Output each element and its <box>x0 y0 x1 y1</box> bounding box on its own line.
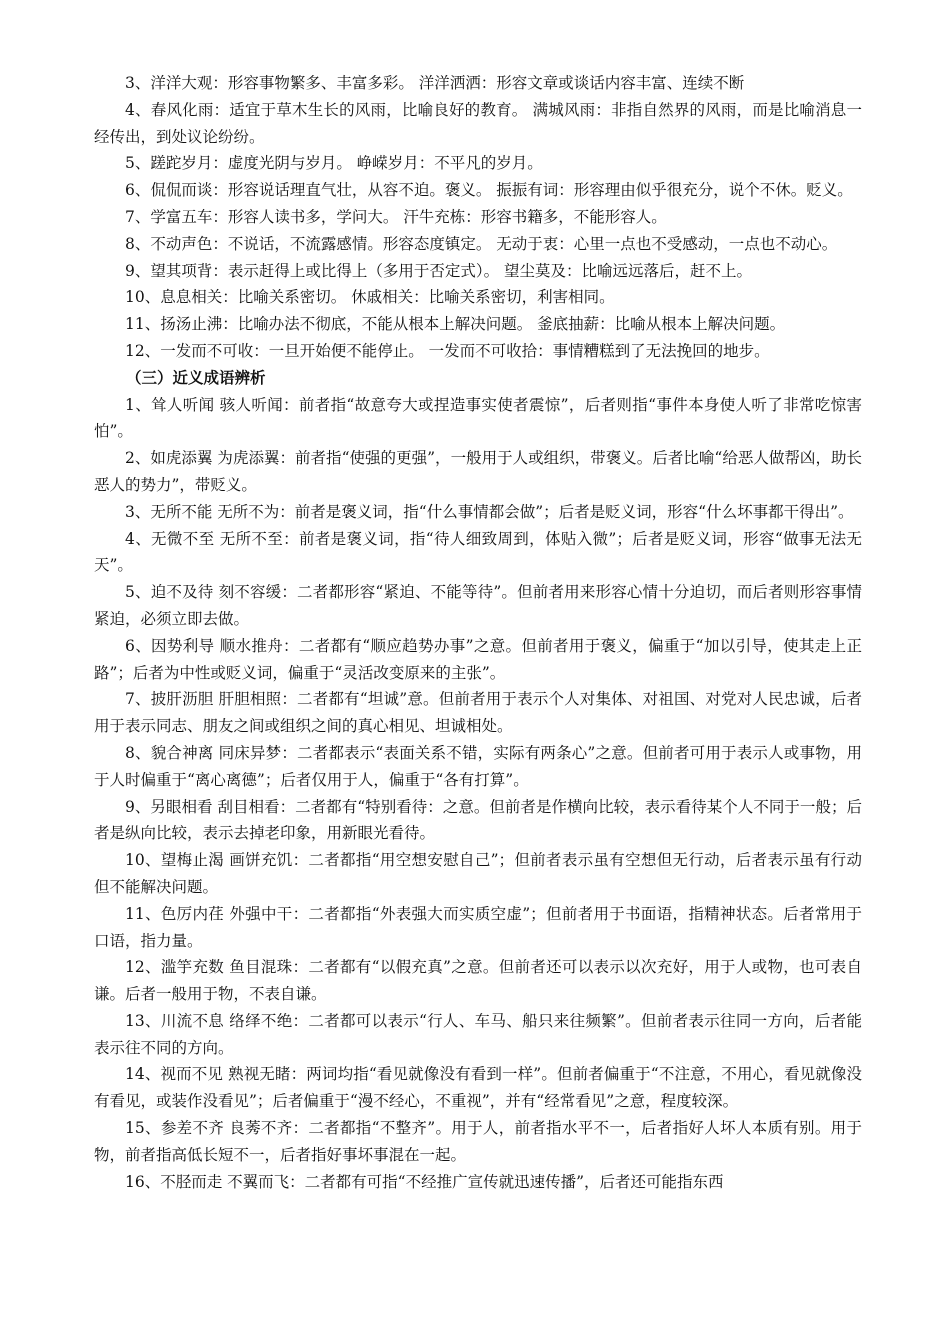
synonym-entry-12: 12、滥竽充数 鱼目混珠：二者都有“以假充真”之意。但前者还可以表示以次充好，用于人或物，也可表自谦。后者一般用于物，不表自谦。 <box>94 958 862 1004</box>
synonym-entry-1: 1、耸人听闻 骇人听闻：前者指“故意夸大或捏造事实使者震惊”，后者则指“事件本身使人听了非常吃惊害怕”。 <box>94 395 862 441</box>
synonym-entry-4: 4、无微不至 无所不至：前者是褒义词，指“待人细致周到，体贴入微”；后者是贬义词，形容“做事无法无天”。 <box>94 529 862 575</box>
idiom-entry-8: 8、不动声色：不说话，不流露感情。形容态度镇定。 无动于衷：心里一点也不受感动，一点也不动心。 <box>125 234 838 253</box>
idiom-entry-7: 7、学富五车：形容人读书多，学问大。 汗牛充栋：形容书籍多，不能形容人。 <box>125 207 667 226</box>
synonym-entry-10: 10、望梅止渴 画饼充饥：二者都指“用空想安慰自己”；但前者表示虽有空想但无行动，后者表示虽有行动但不能解决问题。 <box>94 851 862 896</box>
idiom-entry-3: 3、洋洋大观：形容事物繁多、丰富多彩。 洋洋洒洒：形容文章或谈话内容丰富、连续不断 <box>125 74 745 92</box>
synonym-entry-11: 11、色厉内荏 外强中干：二者都指“外表强大而实质空虚”；但前者用于书面语，指精神状态。后者常用于口语，指力量。 <box>94 904 862 950</box>
synonym-entry-7: 7、披肝沥胆 肝胆相照：二者都有“坦诚”意。但前者用于表示个人对集体、对祖国、对党对人民忠诚，后者用于表示同志、朋友之间或组织之间的真心相见、坦诚相处。 <box>94 690 862 736</box>
synonym-entry-16: 16、不胫而走 不翼而飞：二者都有可指“不经推广宣传就迅速传播”，后者还可能指东西 <box>125 1172 724 1191</box>
idiom-entry-4: 4、春风化雨：适宜于草木生长的风雨，比喻良好的教育。 满城风雨：非指自然界的风雨，而是比喻消息一经传出，到处议论纷纷。 <box>94 100 862 146</box>
idiom-entry-12: 12、一发而不可收：一旦开始便不能停止。 一发而不可收拾：事情糟糕到了无法挽回的地步。 <box>125 341 770 360</box>
idiom-entry-5: 5、蹉跎岁月：虚度光阴与岁月。 峥嵘岁月：不平凡的岁月。 <box>125 154 543 173</box>
synonym-entry-8: 8、貌合神离 同床异梦：二者都表示“表面关系不错，实际有两条心”之意。但前者可用于表示人或事物，用于人时偏重于“离心离德”；后者仅用于人，偏重于“各有打算”。 <box>94 743 862 789</box>
idiom-entry-10: 10、息息相关：比喻关系密切。 休戚相关：比喻关系密切，利害相同。 <box>125 288 615 307</box>
synonym-entry-6: 6、因势利导 顺水推舟：二者都有“顺应趋势办事”之意。但前者用于褒义，偏重于“加以引导，使其走上正路”；后者为中性或贬义词，偏重于“灵活改变原来的主张”。 <box>94 636 862 682</box>
idiom-entry-9: 9、望其项背：表示赶得上或比得上（多用于否定式）。 望尘莫及：比喻远远落后，赶不上。 <box>125 261 753 280</box>
synonym-entry-2: 2、如虎添翼 为虎添翼：前者指“使强的更强”，一般用于人或组织，带褒义。后者比喻“给恶人做帮凶，助长恶人的势力”，带贬义。 <box>94 449 862 494</box>
synonym-entry-15: 15、参差不齐 良莠不齐：二者都指“不整齐”。用于人，前者指水平不一，后者指好人坏人本质有别。用于物，前者指高低长短不一，后者指好事坏事混在一起。 <box>94 1119 862 1164</box>
section-heading: （三）近义成语辨析 <box>126 368 266 387</box>
synonym-entry-5: 5、迫不及待 刻不容缓：二者都形容“紧迫、不能等待”。但前者用来形容心情十分迫切，而后者则形容事情紧迫，必须立即去做。 <box>94 583 862 628</box>
idiom-entry-11: 11、扬汤止沸：比喻办法不彻底，不能从根本上解决问题。 釜底抽薪：比喻从根本上解决问题。 <box>125 315 786 334</box>
idiom-entry-6: 6、侃侃而谈：形容说话理直气壮，从容不迫。褒义。 振振有词：形容理由似乎很充分，说个不休。贬义。 <box>125 181 853 200</box>
synonym-entry-13: 13、川流不息 络绎不绝：二者都可以表示“行人、车马、船只来往频繁”。但前者表示往同一方向，后者能表示往不同的方向。 <box>94 1011 862 1057</box>
synonym-entry-9: 9、另眼相看 刮目相看：二者都有“特别看待：之意。但前者是作横向比较，表示看待某个人不同于一般；后者是纵向比较，表示去掉老印象，用新眼光看待。 <box>94 797 862 843</box>
synonym-entry-3: 3、无所不能 无所不为：前者是褒义词，指“什么事情都会做”；后者是贬义词，形容“什么坏事都干得出”。 <box>125 502 854 521</box>
synonym-entry-14: 14、视而不见 熟视无睹：两词均指“看见就像没有看到一样”。但前者偏重于“不注意，不用心，看见就像没有看见，或装作没看见”；后者偏重于“漫不经心，不重视”，并有“经常看见”之意，程度较深。 <box>94 1065 862 1111</box>
